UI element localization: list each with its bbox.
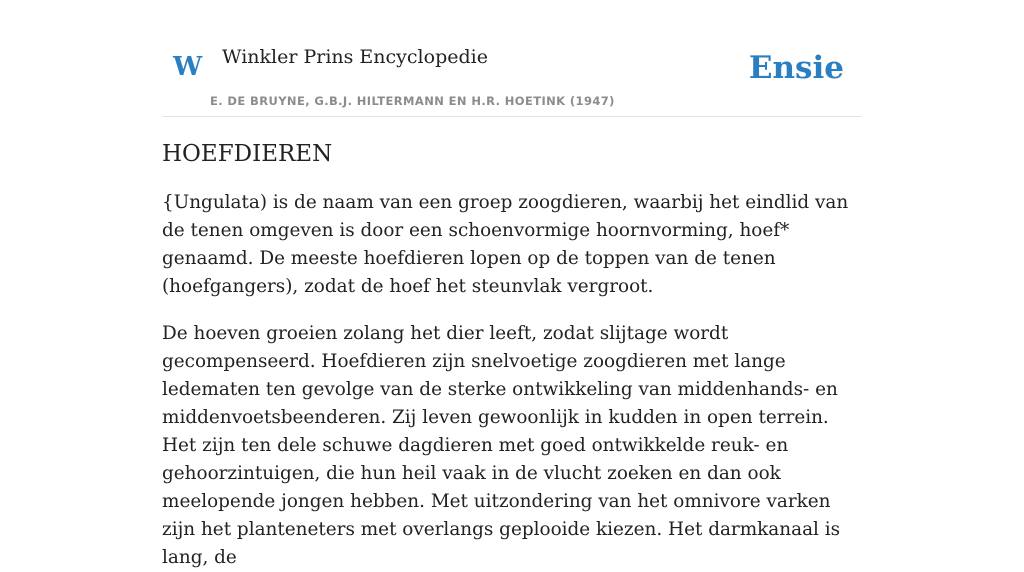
encyclopedia-logo-icon[interactable]: W [173, 52, 203, 82]
source-title[interactable]: Winkler Prins Encyclopedie [222, 46, 488, 68]
article-paragraph: De hoeven groeien zolang het dier leeft, zodat slijtage wordt gecompenseerd. Hoefdieren zijn snelvoetige zoogdieren met lange ledematen ten gevolge van de sterke ontwikkeling van middenhands- en middenvoetsbeenderen. Zij leven gewoonlijk in kudden in open terrein. Het zijn ten dele schuwe dagdieren met goed ontwikkelde reuk- en gehoorzintuigen, die hun heil vaak in de vlucht zoeken en dan ook meelopende jongen hebben. Met uitzondering van het omnivore varken zijn het planteneters met overlangs geplooide kiezen. Het darmkanaal is lang, de [162, 323, 841, 568]
article-title: HOEFDIEREN [162, 141, 333, 167]
authors-line: E. DE BRUYNE, G.B.J. HILTERMANN EN H.R. HOETINK (1947) [210, 94, 615, 108]
ensie-brand-link[interactable]: Ensie [748, 50, 844, 86]
article-paragraph: {Ungulata) is de naam van een groep zoogdieren, waarbij het eindlid van de tenen omgeven is door een schoenvormige hoornvorming, hoef* genaamd. De meeste hoefdieren lopen op de toppen van de tenen (hoefgangers), zodat de hoef het steunvlak vergroot. [162, 192, 849, 297]
page [162, 0, 862, 572]
header [162, 0, 862, 117]
